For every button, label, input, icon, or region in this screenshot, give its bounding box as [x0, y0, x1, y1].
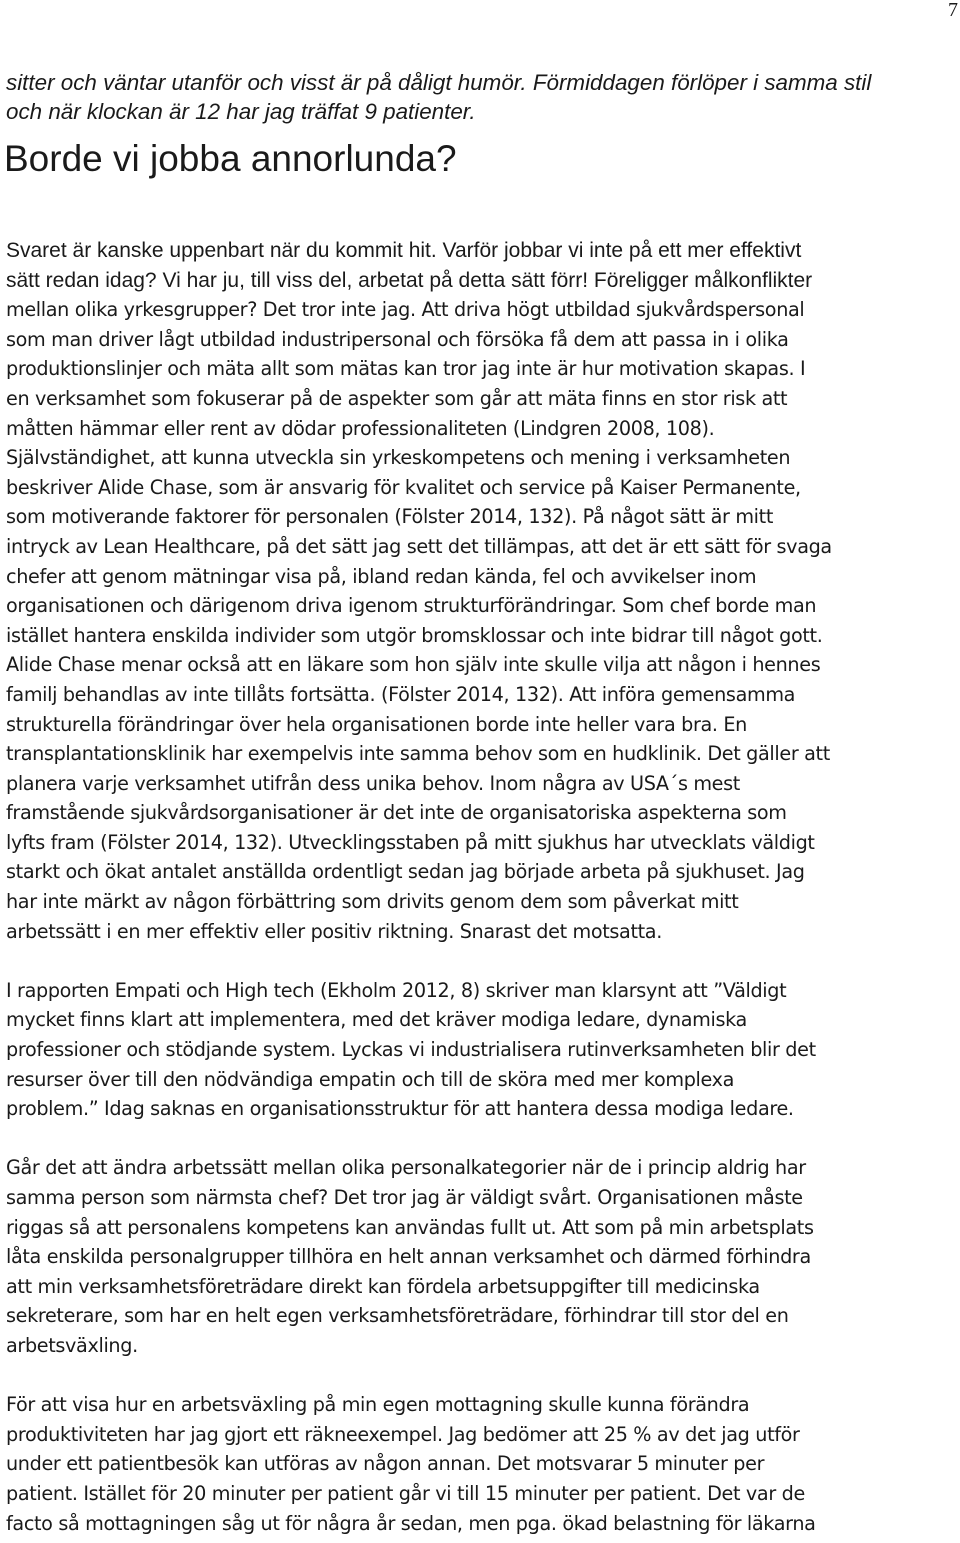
section-heading: Borde vi jobba annorlunda?	[4, 138, 457, 179]
text-line: arbetssätt i en mer effektiv eller positiv riktning. Snarast det motsatta.	[6, 919, 662, 943]
text-line: mellan olika yrkesgrupper? Det tror inte jag. Att driva högt utbildad sjukvårdspersonal	[6, 298, 805, 322]
text-line: patient. Istället för 20 minuter per patient går vi till 15 minuter per patient. Det var de	[6, 1481, 805, 1505]
text-line: facto så mottagningen såg ut för några år sedan, men pga. ökad belastning för läkarna	[6, 1511, 816, 1535]
text-line: I rapporten Empati och High tech (Ekholm 2012, 8) skriver man klarsynt att ”Väldigt	[6, 978, 787, 1002]
text-line: arbetsväxling.	[6, 1333, 138, 1357]
text-line: transplantationsklinik har exempelvis inte samma behov som en hudklinik. Det gäller att	[6, 742, 830, 766]
text-line: produktionslinjer och mäta allt som mätas kan tror jag inte är hur motivation skapas. I	[6, 357, 806, 381]
text-line: som motiverande faktorer för personalen (Fölster 2014, 132). På något sätt är mitt	[6, 505, 774, 529]
text-line: resurser över till den nödvändiga empatin och till de sköra med mer komplexa	[6, 1067, 735, 1091]
text-line: måtten hämmar eller rent av dödar professionaliteten (Lindgren 2008, 108).	[6, 416, 715, 440]
text-line: och när klockan är 12 har jag träffat 9 patienter.	[6, 99, 476, 124]
text-line: Alide Chase menar också att en läkare som hon själv inte skulle vilja att någon i hennes	[6, 653, 821, 677]
text-line: För att visa hur en arbetsväxling på min egen mottagning skulle kunna förändra	[6, 1393, 750, 1417]
paragraph-spacer	[6, 946, 956, 976]
text-line: samma person som närmsta chef? Det tror jag är väldigt svårt. Organisationen måste	[6, 1186, 803, 1209]
text-line: problem.” Idag saknas en organisationsstruktur för att hantera dessa modiga ledare.	[6, 1097, 794, 1121]
intro-text	[6, 68, 956, 126]
body-text	[6, 236, 956, 1538]
text-line: planera varje verksamhet utifrån dess unika behov. Inom några av USA´s mest	[6, 771, 740, 795]
text-line: under ett patientbesök kan utföras av någon annan. Det motsvarar 5 minuter per	[6, 1452, 765, 1476]
text-line: intryck av Lean Healthcare, på det sätt jag sett det tillämpas, att det är ett sätt för svaga	[6, 534, 832, 558]
text-line: låta enskilda personalgrupper tillhöra en helt annan verksamhet och därmed förhindra	[6, 1245, 811, 1269]
paragraph-2	[6, 976, 956, 1124]
paragraph-3	[6, 1153, 956, 1360]
text-line: sitter och väntar utanför och visst är på dåligt humör. Förmiddagen förlöper i samma stil	[6, 70, 872, 95]
paragraph-spacer	[6, 1361, 956, 1391]
text-line: lyfts fram (Fölster 2014, 132). Utvecklingsstaben på mitt sjukhus har utvecklats väldigt	[6, 830, 815, 854]
text-line: som man driver lågt utbildad industripersonal och försöka få dem att passa in i olika	[6, 327, 789, 351]
text-line: familj behandlas av inte tillåts fortsätta. (Fölster 2014, 132). Att införa gemensamma	[6, 682, 796, 706]
text-line: produktiviteten har jag gjort ett räkneexempel. Jag bedömer att 25 % av det jag utför	[6, 1422, 800, 1446]
text-line: mycket finns klart att implementera, med det kräver modiga ledare, dynamiska	[6, 1008, 747, 1032]
text-line: strukturella förändringar över hela organisationen borde inte heller vara bra. En	[6, 712, 747, 736]
text-line: Svaret är kanske uppenbart när du kommit hit. Varför jobbar vi inte på ett mer effektivt	[6, 239, 802, 262]
text-line: en verksamhet som fokuserar på de aspekter som går att mäta finns en stor risk att	[6, 386, 788, 410]
text-line: har inte märkt av någon förbättring som drivits genom dem som påverkat mitt	[6, 890, 739, 914]
text-line: starkt och ökat antalet anställda ordentligt sedan jag började arbeta på sjukhuset. Jag	[6, 860, 805, 884]
text-line: professioner och stödjande system. Lyckas vi industrialisera rutinverksamheten blir det	[6, 1038, 816, 1062]
text-line: istället hantera enskilda individer som utgör bromsklossar och inte bidrar till något gott.	[6, 623, 823, 647]
paragraph-1	[6, 236, 956, 946]
paragraph-4	[6, 1390, 956, 1538]
page-number: 7	[948, 0, 958, 21]
text-line: sekreterare, som har en helt egen verksamhetsföreträdare, förhindrar till stor del en	[6, 1304, 789, 1328]
text-line: att min verksamhetsföreträdare direkt kan fördela arbetsuppgifter till medicinska	[6, 1274, 760, 1298]
text-line: framstående sjukvårdsorganisationer är det inte de organisatoriska aspekterna som	[6, 801, 787, 825]
text-line: Självständighet, att kunna utveckla sin yrkeskompetens och mening i verksamheten	[6, 446, 791, 470]
text-line: beskriver Alide Chase, som är ansvarig för kvalitet och service på Kaiser Permanente,	[6, 475, 801, 499]
text-line: organisationen och därigenom driva igenom strukturförändringar. Som chef borde man	[6, 594, 817, 618]
text-line: riggas så att personalens kompetens kan användas fullt ut. Att som på min arbetsplats	[6, 1215, 814, 1239]
text-line: chefer att genom mätningar visa på, ibland redan kända, fel och avvikelser inom	[6, 564, 757, 588]
paragraph-spacer	[6, 1124, 956, 1154]
text-line: sätt redan idag? Vi har ju, till viss del, arbetat på detta sätt förr! Föreligger målkonflikter	[6, 268, 813, 292]
text-line: Går det att ändra arbetssätt mellan olika personalkategorier när de i princip aldrig har	[6, 1156, 806, 1180]
